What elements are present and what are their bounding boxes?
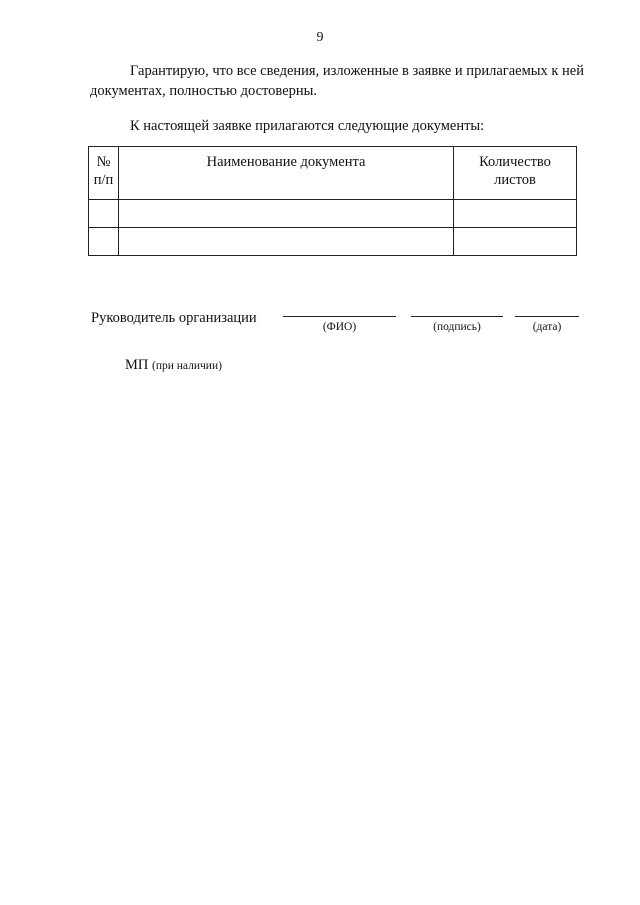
- stamp-label: МП: [125, 357, 149, 373]
- header-qty-line2: листов: [494, 172, 536, 188]
- signature-blank-line: [411, 316, 503, 317]
- header-qty-line1: Количество: [479, 154, 551, 170]
- header-sheet-count: [454, 147, 577, 200]
- page-number: 9: [316, 30, 324, 45]
- stamp-note: (при наличии): [152, 360, 222, 372]
- row-qty-cell: [454, 200, 577, 228]
- signature-caption: (подпись): [433, 321, 481, 333]
- table-row: [89, 228, 577, 256]
- header-number-line1: №: [96, 154, 111, 170]
- row-name-cell: [119, 200, 454, 228]
- table-header-row: [89, 147, 577, 200]
- header-number: [89, 147, 119, 200]
- row-name-cell: [119, 228, 454, 256]
- row-qty-cell: [454, 228, 577, 256]
- row-number-cell: [89, 200, 119, 228]
- header-document-name: Наименование документа: [119, 147, 454, 200]
- attached-documents-intro: К настоящей заявке прилагаются следующие документы:: [130, 118, 485, 134]
- table-row: [89, 200, 577, 228]
- header-number-line2: п/п: [93, 172, 114, 188]
- guarantee-paragraph: Гарантирую, что все сведения, изложенные в заявке и прилагаемых к ней документах, полностью достоверны.: [90, 63, 584, 99]
- stamp-placeholder: [125, 357, 222, 374]
- fio-caption: (ФИО): [322, 321, 357, 333]
- row-number-cell: [89, 228, 119, 256]
- documents-table: [88, 146, 577, 256]
- date-blank-line: [515, 316, 579, 317]
- fio-blank-line: [283, 316, 396, 317]
- date-caption: (дата): [532, 321, 562, 333]
- signature-label: Руководитель организации: [91, 310, 257, 326]
